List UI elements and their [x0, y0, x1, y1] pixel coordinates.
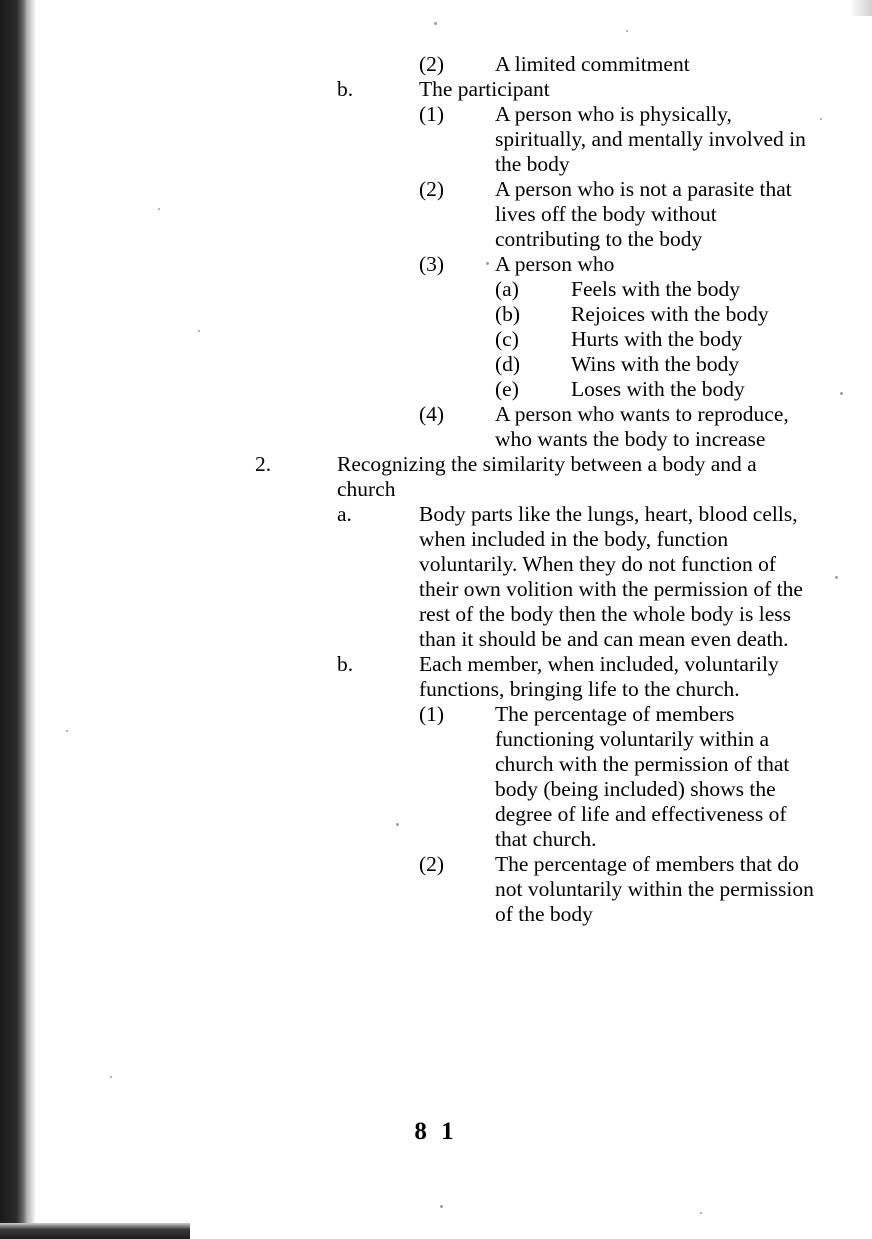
outline-item-marker: (a) [495, 277, 519, 301]
outline-item-text: Feels with the body [571, 277, 740, 301]
outline-item-marker: a. [337, 502, 352, 526]
outline-item-marker: b. [337, 77, 354, 101]
outline-item-text: The percentage of members that do not voluntarily within the permission of the body [495, 852, 814, 926]
outline-item-marker: (c) [495, 327, 519, 351]
outline-item-marker: (2) [419, 177, 445, 201]
outline-item-marker: (d) [495, 352, 521, 376]
outline-item-text: A limited commitment [495, 52, 690, 76]
outline-item-text: The percentage of members functioning voluntarily within a church with the permission of that body (being included) shows the degree of life and effectiveness of that church. [495, 702, 790, 851]
outline-item-marker: (2) [419, 852, 445, 876]
outline-item-text: A person who is not a parasite that lives off the body without contributing to the body [495, 177, 792, 251]
outline-item [255, 277, 815, 302]
outline-item [255, 102, 815, 177]
outline-item-marker: (1) [419, 702, 445, 726]
outline-item-text: Body parts like the lungs, heart, blood cells, when included in the body, function voluntarily. When they do not function of their own volition with the permission of the rest of the body then the whole body is less than it should be and can mean even death. [419, 502, 803, 651]
outline-item [255, 302, 815, 327]
outline-item [255, 652, 815, 702]
outline-item [255, 502, 815, 652]
outline-item [255, 402, 815, 452]
outline-item-marker: (b) [495, 302, 521, 326]
outline-item-text: Recognizing the similarity between a body and a church [337, 452, 757, 501]
outline-item-text: Each member, when included, voluntarily functions, bringing life to the church. [419, 652, 779, 701]
outline-item-text: Loses with the body [571, 377, 745, 401]
outline-item-marker: 2. [255, 452, 272, 476]
outline-item [255, 52, 815, 77]
page-number: 8 1 [414, 1118, 458, 1145]
outline-item-marker: (3) [419, 252, 445, 276]
outline-item [255, 702, 815, 852]
outline-item-text: The participant [419, 77, 550, 101]
outline-item-text: A person who is physically, spiritually, and mentally involved in the body [495, 102, 806, 176]
outline-item-text: Wins with the body [571, 352, 740, 376]
outline-item-marker: b. [337, 652, 354, 676]
outline-item [255, 77, 815, 102]
outline-item-text: Hurts with the body [571, 327, 743, 351]
outline-item-text: Rejoices with the body [571, 302, 769, 326]
outline-item [255, 327, 815, 352]
outline-list [255, 52, 815, 927]
outline-item-marker: (4) [419, 402, 445, 426]
outline-item-marker: (2) [419, 52, 445, 76]
outline-item [255, 452, 815, 502]
outline-item-marker: (e) [495, 377, 519, 401]
outline-item [255, 252, 815, 277]
outline-item-marker: (1) [419, 102, 445, 126]
outline-item-text: A person who [495, 252, 615, 276]
outline-item-text: A person who wants to reproduce, who wants the body to increase [495, 402, 789, 451]
outline-item [255, 377, 815, 402]
outline-item [255, 852, 815, 927]
outline-item [255, 352, 815, 377]
outline-item [255, 177, 815, 252]
